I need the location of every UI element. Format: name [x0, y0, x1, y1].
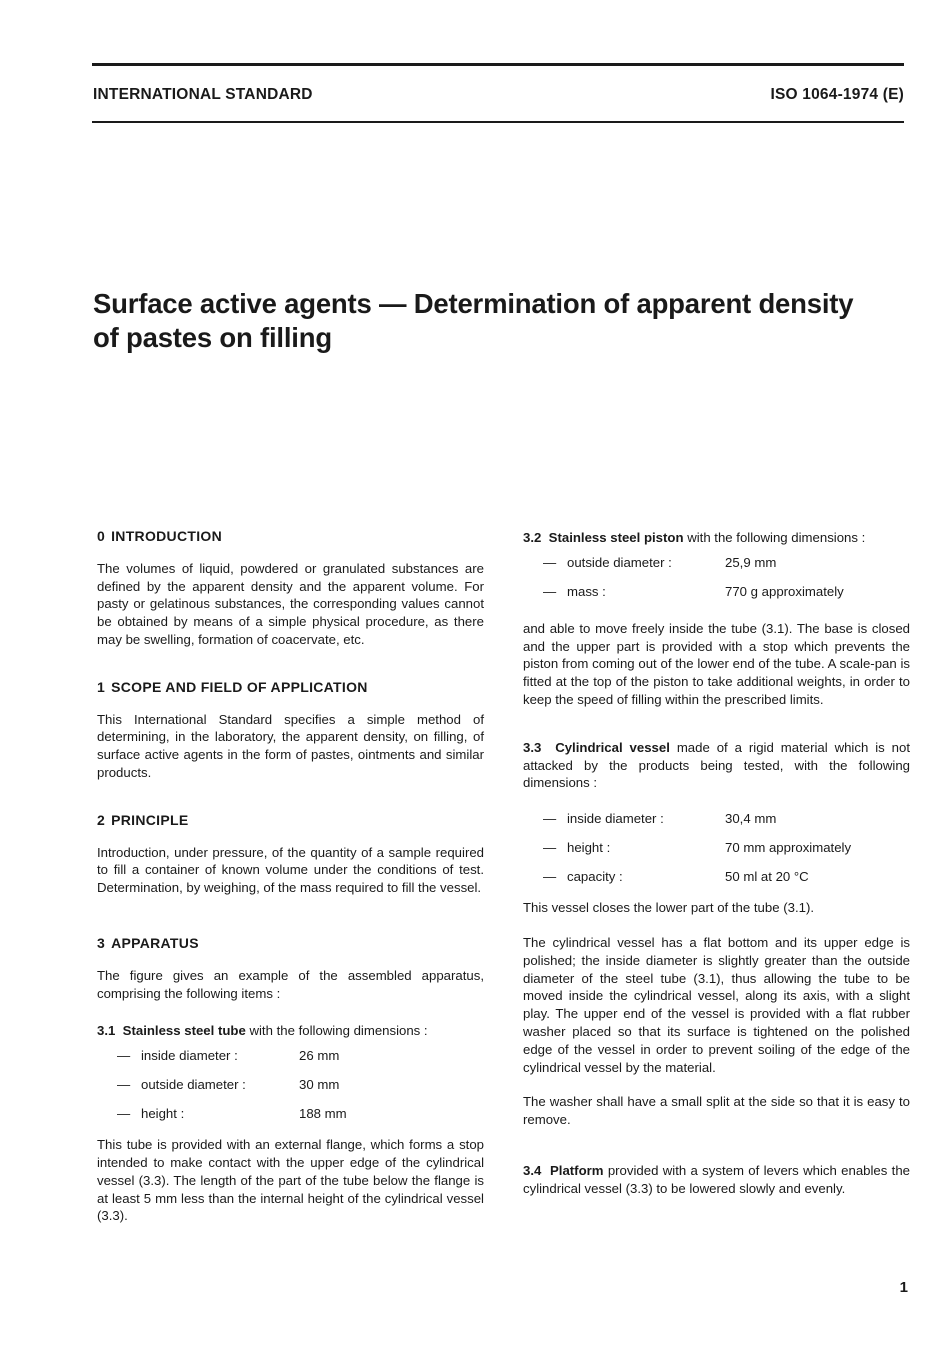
dimension-row: — outside diameter : 30 mm: [117, 1077, 340, 1093]
page-number: 1: [899, 1279, 908, 1296]
introduction-text: The volumes of liquid, powdered or granulated substances are defined by the apparent density and the apparent volume. For pasty or gelatinous substances, the corresponding values cannot be obtained by means of a simple physical procedure, as there may be swelling, formation of coacervate, etc.: [97, 560, 484, 647]
section-heading-introduction: 0 INTRODUCTION: [97, 528, 223, 544]
scope-text: This International Standard specifies a simple method of determining, in the laboratory, the apparent density, on filling, of surface active agents in the form of pastes, ointments and similar products.: [97, 711, 484, 780]
header-standard-number: ISO 1064-1974 (E): [770, 86, 904, 103]
header-standard-type: INTERNATIONAL STANDARD: [93, 86, 313, 103]
subsection-3-1: 3.1 Stainless steel tube with the following dimensions :: [97, 1023, 428, 1039]
dimension-row: — inside diameter : 26 mm: [117, 1048, 340, 1064]
title-line-2: of pastes on filling: [93, 322, 332, 353]
vessel-description: The cylindrical vessel has a flat bottom and its upper edge is polished; the inside diameter is slightly greater than the outside diameter of the steel tube (3.1), thus allowing the tube to be moved inside the cylindrical vessel, along its axis, with a slight play. The upper end of the vessel is provided with a flat rubber washer placed so that its surface is tightened on the polished edge of the vessel in order to prevent soiling of the edge of the cylindrical vessel by the material.: [523, 934, 910, 1075]
principle-text: Introduction, under pressure, of the quantity of a sample required to fill a container of known volume under the conditions of test. Determination, by weighing, of the mass required to fill the vessel.: [97, 844, 484, 896]
subsection-3-3: 3.3 Cylindrical vessel made of a rigid material which is not attacked by the products being tested, with the following dimensions :: [523, 739, 910, 791]
section-heading-principle: 2 PRINCIPLE: [97, 811, 189, 828]
header-rule-bottom: [92, 121, 904, 123]
tube-dimensions-list: [97, 1047, 484, 1134]
section-heading-scope: 1 SCOPE AND FIELD OF APPLICATION: [97, 678, 368, 695]
dimension-row: — mass : 770 g approximately: [543, 583, 844, 599]
subsection-3-4: 3.4 Platform provided with a system of levers which enables the cylindrical vessel (3.3) to be lowered slowly and evenly.: [523, 1162, 911, 1196]
subsection-3-2: 3.2 Stainless steel piston with the following dimensions :: [523, 530, 866, 545]
dimension-row: — height : 188 mm: [117, 1106, 347, 1122]
dimension-row: — capacity : 50 ml at 20 °C: [543, 869, 809, 885]
dimension-row: — height : 70 mm approximately: [543, 840, 852, 856]
header-rule-top: [92, 63, 904, 66]
dimension-row: — inside diameter : 30,4 mm: [543, 811, 777, 827]
document-title: [93, 287, 893, 355]
apparatus-text: The figure gives an example of the assembled apparatus, comprising the following items :: [97, 967, 484, 1001]
vessel-dimensions-list: [523, 810, 910, 897]
washer-note: The washer shall have a small split at the side so that it is easy to remove.: [523, 1094, 910, 1128]
dimension-row: — outside diameter : 25,9 mm: [543, 554, 777, 570]
title-line-1: Surface active agents — Determination of apparent density: [93, 288, 854, 319]
left-column: [97, 528, 484, 1225]
section-heading-apparatus: 3 APPARATUS: [97, 934, 199, 951]
piston-description: and able to move freely inside the tube (3.1). The base is closed and the upper part is provided with a stop which prevents the piston from coming out of the lower end of the tube. A scale-pan is fitted at the top of the piston to take additional weights, in order to keep the speed of filling within the prescribed limits.: [523, 620, 910, 707]
tube-description: This tube is provided with an external flange, which forms a stop intended to make contact with the upper edge of the cylindrical vessel (3.3). The length of the part of the tube below the flange is at least 5 mm less than the internal height of the cylindrical vessel (3.3).: [97, 1137, 484, 1224]
piston-dimensions-list: [523, 554, 910, 612]
vessel-closes-tube-text: This vessel closes the lower part of the tube (3.1).: [523, 900, 814, 916]
right-column: [523, 529, 910, 1198]
